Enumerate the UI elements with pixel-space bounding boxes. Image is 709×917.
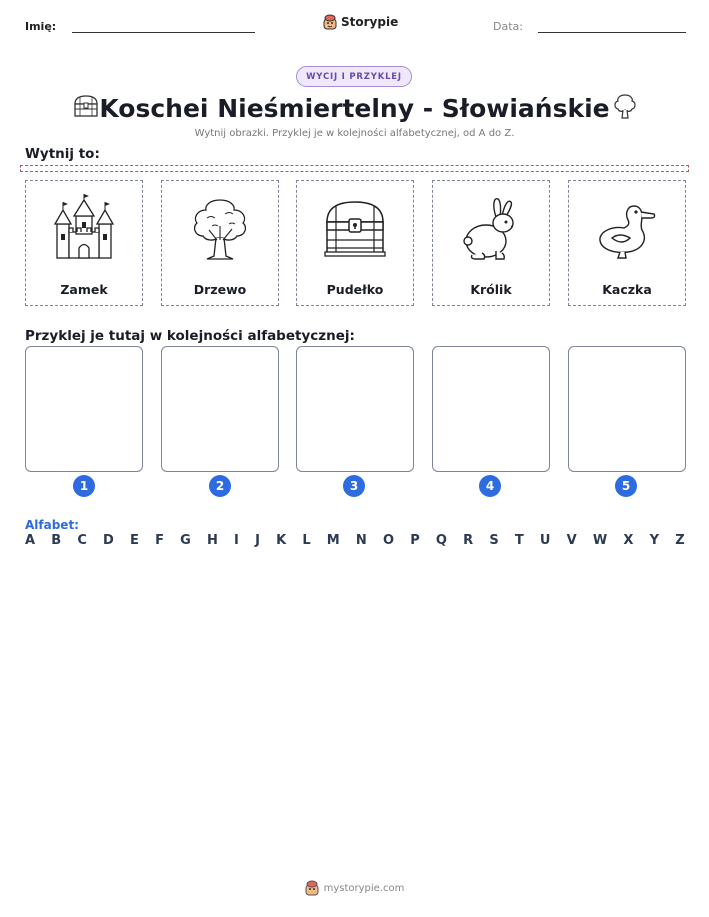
instructions: Wytnij obrazki. Przyklej je w kolejności alfabetycznej, od A do Z. bbox=[194, 128, 515, 139]
cut-line bbox=[20, 165, 689, 172]
card-label: Pudełko bbox=[326, 282, 384, 297]
date-line[interactable] bbox=[538, 32, 686, 33]
alphabet-letter: C bbox=[77, 533, 87, 548]
paste-slot-1[interactable] bbox=[25, 346, 143, 472]
alphabet-letter: F bbox=[155, 533, 164, 548]
footer bbox=[0, 880, 709, 896]
castle-icon bbox=[51, 194, 117, 264]
duck-icon bbox=[594, 198, 660, 260]
storypie-logo bbox=[323, 14, 398, 30]
cut-card-zamek[interactable] bbox=[25, 180, 143, 306]
page-title: Koschei Nieśmiertelny - Słowiańskie bbox=[99, 94, 610, 123]
alphabet-letter: J bbox=[255, 533, 260, 548]
cut-card-krolik[interactable] bbox=[432, 180, 550, 306]
alphabet-letter: Q bbox=[435, 533, 447, 548]
cut-card-kaczka[interactable] bbox=[568, 180, 686, 306]
slot-number-5: 5 bbox=[615, 475, 637, 497]
slot-number-1: 1 bbox=[73, 475, 95, 497]
brand-name: Storypie bbox=[341, 15, 399, 29]
alphabet-letter: X bbox=[623, 533, 634, 548]
slot-number-4: 4 bbox=[479, 475, 501, 497]
alphabet-letter: S bbox=[489, 533, 499, 548]
alphabet-letter: T bbox=[514, 533, 524, 548]
paste-slot-4[interactable] bbox=[432, 346, 550, 472]
name-line[interactable] bbox=[72, 32, 255, 33]
paste-heading: Przyklej je tutaj w kolejności alfabetycznej: bbox=[25, 328, 355, 344]
card-label: Kaczka bbox=[602, 282, 652, 297]
alphabet-letter: K bbox=[276, 533, 287, 548]
alphabet-letter: I bbox=[234, 533, 239, 548]
date-label: Data: bbox=[493, 20, 523, 33]
storypie-mascot-icon bbox=[305, 880, 319, 896]
alphabet-letter: E bbox=[130, 533, 139, 548]
alphabet-letter: D bbox=[103, 533, 114, 548]
paste-slot-2[interactable] bbox=[161, 346, 279, 472]
alphabet-title: Alfabet: bbox=[25, 518, 79, 532]
storypie-mascot-icon bbox=[323, 14, 337, 30]
alphabet-letter: H bbox=[206, 533, 218, 548]
alphabet-letter: A bbox=[25, 533, 36, 548]
paste-slot-5[interactable] bbox=[568, 346, 686, 472]
alphabet-letter: Z bbox=[675, 533, 685, 548]
cut-heading: Wytnij to: bbox=[25, 146, 100, 162]
cut-card-drzewo[interactable] bbox=[161, 180, 279, 306]
alphabet-letter: G bbox=[180, 533, 191, 548]
alphabet-letter: L bbox=[302, 533, 311, 548]
rabbit-icon bbox=[458, 195, 524, 263]
card-label: Drzewo bbox=[193, 282, 247, 297]
tree-icon bbox=[187, 196, 253, 262]
alphabet-row bbox=[25, 533, 685, 548]
name-label: Imię: bbox=[25, 20, 57, 33]
slot-number-3: 3 bbox=[343, 475, 365, 497]
alphabet-letter: O bbox=[382, 533, 395, 548]
alphabet-letter: N bbox=[355, 533, 367, 548]
tree-icon bbox=[611, 92, 639, 124]
slot-number-2: 2 bbox=[209, 475, 231, 497]
alphabet-letter: R bbox=[463, 533, 474, 548]
footer-url[interactable]: mystorypie.com bbox=[323, 882, 405, 894]
alphabet-letter: B bbox=[51, 533, 62, 548]
alphabet-letter: Y bbox=[649, 533, 660, 548]
card-label: Królik bbox=[470, 282, 512, 297]
paste-slot-3[interactable] bbox=[296, 346, 414, 472]
cut-card-pudelko[interactable] bbox=[296, 180, 414, 306]
treasure-chest-icon bbox=[322, 198, 388, 260]
activity-badge: WYCIJ I PRZYKLEJ bbox=[296, 66, 412, 87]
alphabet-letter: P bbox=[410, 533, 420, 548]
card-label: Zamek bbox=[60, 282, 108, 297]
alphabet-letter: W bbox=[592, 533, 608, 548]
alphabet-letter: M bbox=[326, 533, 340, 548]
alphabet-letter: V bbox=[566, 533, 577, 548]
alphabet-letter: U bbox=[539, 533, 551, 548]
